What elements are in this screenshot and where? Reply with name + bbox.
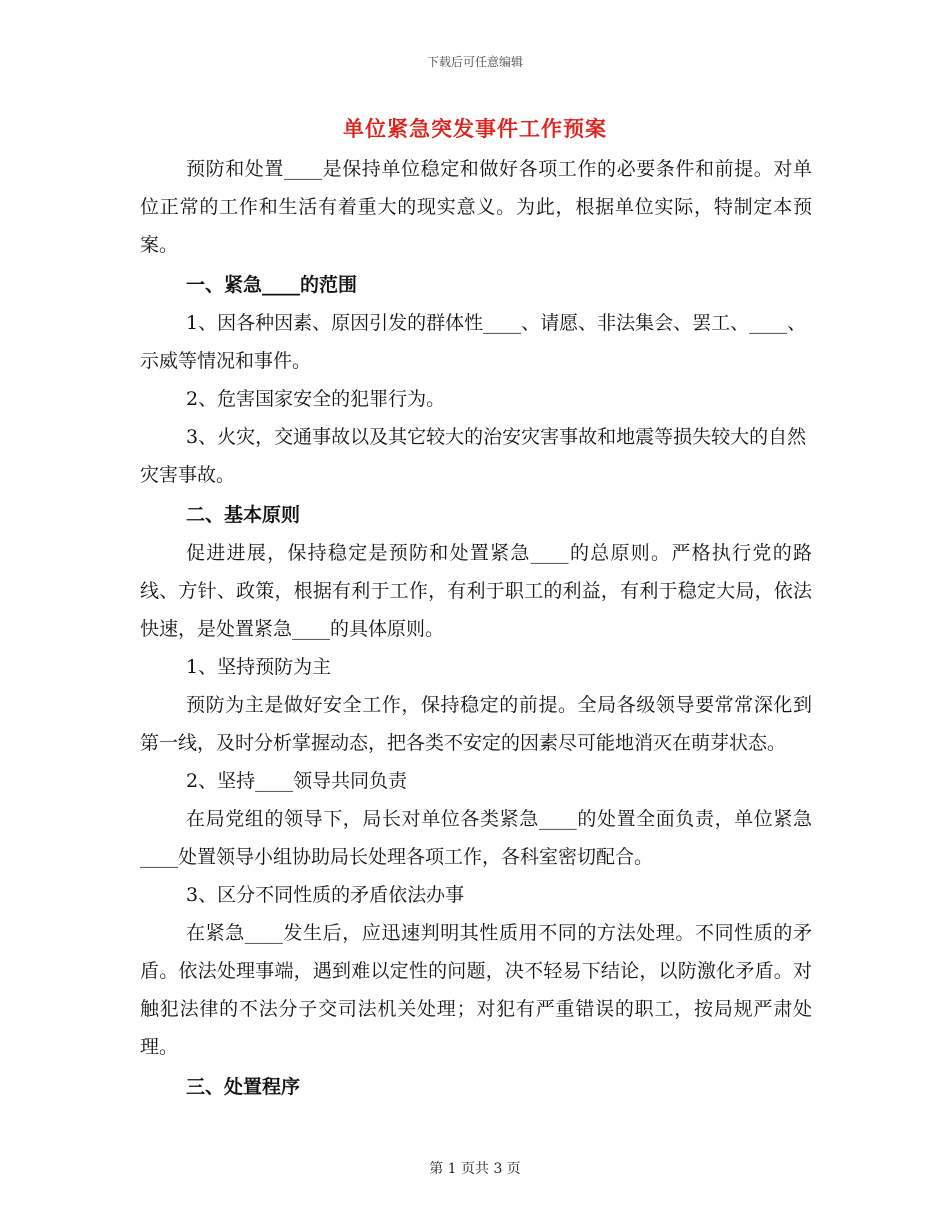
principles-paragraph: 促进进展，保持稳定是预防和处置紧急____的总原则。严格执行党的路线、方针、政策，根据有利于工作，有利于职工的利益，有利于稳定大局，依法快速，是处置紧急____的具体原则。: [140, 542, 812, 640]
intro-paragraph: 预防和处置____是保持单位稳定和做好各项工作的必要条件和前提。对单位正常的工作和生活有着重大的现实意义。为此，根据单位实际，特制定本预案。: [140, 158, 812, 256]
principle-item-3: 3、区分不同性质的矛盾依法办事: [186, 884, 465, 906]
principle-item-2: 2、坚持____领导共同负责: [186, 770, 408, 792]
principle-3-paragraph: 在紧急____发生后，应迅速判明其性质用不同的方法处理。不同性质的矛盾。依法处理事端，遇到难以定性的问题，决不轻易下结论，以防激化矛盾。对触犯法律的不法分子交司法机关处理；对犯有严重错误的职工，按局规严肃处理。: [140, 922, 812, 1058]
section-heading-scope: 一、紧急____的范围: [186, 274, 358, 296]
scope-item-3: 3、火灾，交通事故以及其它较大的治安灾害事故和地震等损失较大的自然灾害事故。: [140, 426, 807, 486]
section-heading-principles: 二、基本原则: [186, 504, 301, 526]
scope-item-2: 2、危害国家安全的犯罪行为。: [186, 388, 446, 410]
document-title: 单位紧急突发事件工作预案: [343, 116, 607, 141]
principle-1-paragraph: 预防为主是做好安全工作，保持稳定的前提。全局各级领导要常常深化到第一线，及时分析掌握动态，把各类不安定的因素尽可能地消灭在萌芽状态。: [140, 694, 812, 754]
page-header-note: 下载后可任意编辑: [426, 55, 523, 69]
principle-item-1: 1、坚持预防为主: [186, 656, 332, 678]
principle-2-paragraph: 在局党组的领导下，局长对单位各类紧急____的处置全面负责，单位紧急____处置领导小组协助局长处理各项工作，各科室密切配合。: [140, 808, 812, 868]
section-heading-procedure: 三、处置程序: [186, 1076, 301, 1098]
scope-item-1: 1、因各种因素、原因引发的群体性____、请愿、非法集会、罢工、____、示威等情况和事件。: [140, 312, 807, 372]
document-body: [140, 150, 812, 1106]
page-number: 第 1 页共 3 页: [429, 1161, 521, 1177]
